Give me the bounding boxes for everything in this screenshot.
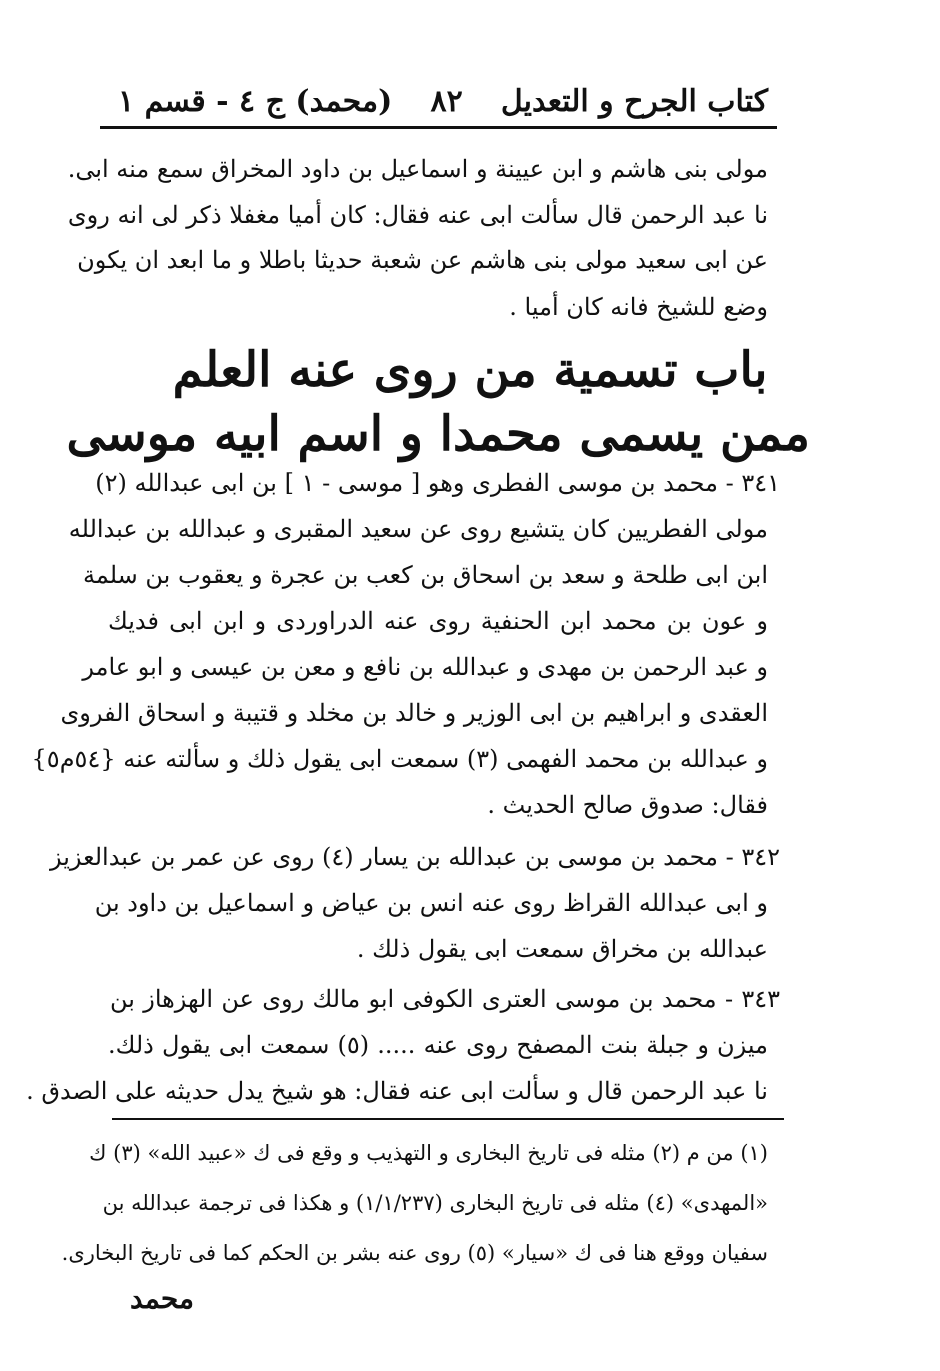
footnote-rule	[112, 1118, 784, 1120]
entry-343-line: ٣٤٣ - محمد بن موسى العترى الكوفى ابو مالك روى عن الهزهاز بن	[110, 985, 780, 1013]
entry-341-line: ٣٤١ - محمد بن موسى الفطرى وهو [ موسى - ١ ] بن ابى عبدالله (٢)	[95, 469, 780, 497]
book-title: كتاب الجرح و التعديل	[500, 84, 768, 119]
footnote-line: «المهدى» (٤) مثله فى تاريخ البخارى (١/١/٢٣٧) و هكذا فى ترجمة عبدالله بن	[102, 1191, 768, 1215]
entry-341-line: فقال: صدوق صالح الحديث .	[487, 791, 768, 819]
intro-line: وضع للشيخ فانه كان أميا .	[509, 293, 768, 321]
entry-342-line: و ابى عبدالله القراظ روى عنه انس بن عياض و اسماعيل بن داود بن	[94, 889, 768, 917]
intro-line: مولى بنى هاشم و ابن عيينة و اسماعيل بن داود المخراق سمع منه ابى.	[67, 155, 768, 183]
footnote-line: سفيان ووقع هنا فى ك «سيار» (٥) روى عنه بشر بن الحكم كما فى تاريخ البخارى.	[61, 1241, 768, 1265]
intro-line: عن ابى سعيد مولى بنى هاشم عن شعبة حديثا باطلا و ما ابعد ان يكون	[77, 246, 768, 274]
page-number: ٨٢	[430, 84, 463, 119]
intro-line: نا عبد الرحمن قال سألت ابى عنه فقال: كان أميا مغفلا ذكر لى انه روى	[67, 201, 768, 229]
entry-342-line: عبدالله بن مخراق سمعت ابى يقول ذلك .	[356, 935, 768, 963]
chapter-heading-line: ممن يسمى محمدا و اسم ابيه موسى	[66, 406, 810, 462]
entry-343-line: نا عبد الرحمن قال و سألت ابى عنه فقال: هو شيخ يدل حديثه على الصدق .	[26, 1077, 768, 1105]
entry-343-line: ميزن و جبلة بنت المصفح روى عنه ..... (٥) سمعت ابى يقول ذلك.	[108, 1031, 769, 1059]
entry-341-line: و عون بن محمد ابن الحنفية روى عنه الدراوردى و ابن ابى فديك	[108, 607, 768, 635]
entry-341-line: العقدى و ابراهيم بن ابى الوزير و خالد بن مخلد و قتيبة و اسحاق الفروى	[60, 699, 768, 727]
footnote-line: (١) من م (٢) مثله فى تاريخ البخارى و التهذيب و وقع فى ك «عبيد الله» (٣) ك	[89, 1141, 768, 1165]
chapter-heading-line: باب تسمية من روى عنه العلم	[172, 342, 768, 398]
header-rule	[100, 126, 777, 129]
entry-341-line: مولى الفطريين كان يتشيع روى عن سعيد المقبرى و عبدالله بن عبدالله	[68, 515, 768, 543]
entry-342-line: ٣٤٢ - محمد بن موسى بن عبدالله بن يسار (٤) روى عن عمر بن عبدالعزيز	[49, 843, 780, 871]
entry-341-line: ابن ابى طلحة و سعد بن اسحاق بن كعب بن عجرة و يعقوب بن سلمة	[82, 561, 768, 589]
section-label: (محمد) ج ٤ - قسم ١	[118, 84, 393, 119]
signature-mark: محمد	[130, 1282, 194, 1315]
page-header	[118, 72, 768, 122]
entry-341-line: و عبدالله بن محمد الفهمى (٣) سمعت ابى يقول ذلك و سألته عنه {٥٤م٥}	[31, 745, 768, 773]
entry-341-line: و عبد الرحمن بن مهدى و عبدالله بن نافع و معن بن عيسى و ابو عامر	[82, 653, 768, 681]
